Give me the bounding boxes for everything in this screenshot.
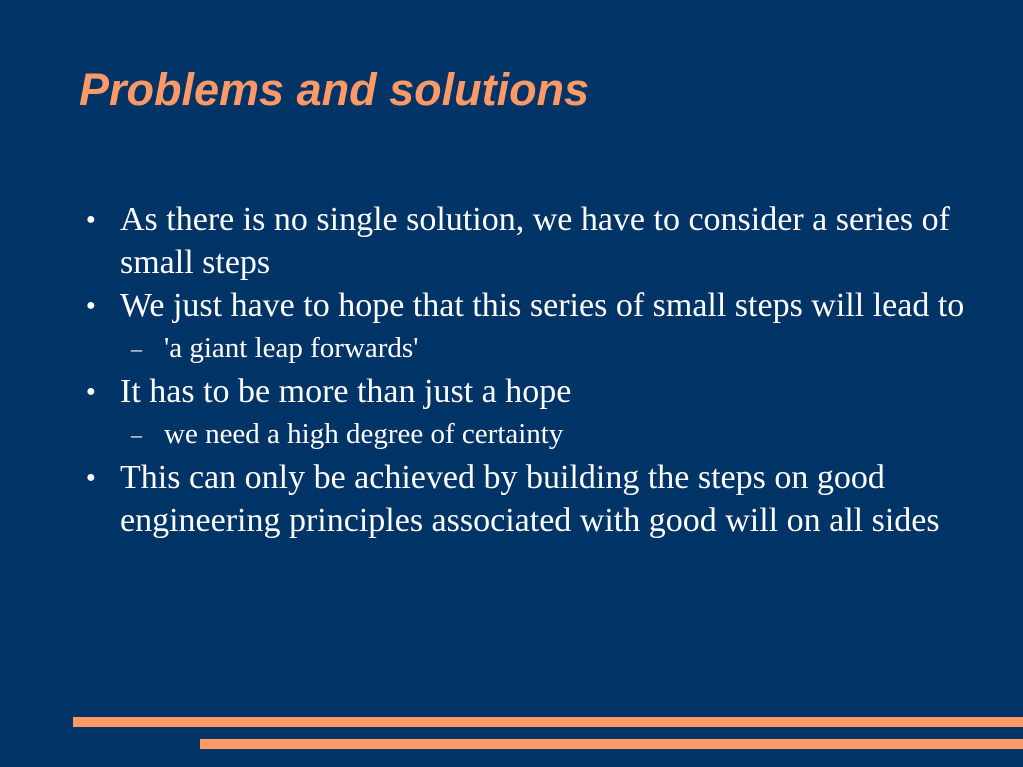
bullet-dot-icon: ● [86, 297, 96, 314]
dash-icon: – [131, 422, 142, 447]
accent-bar-bottom [200, 739, 1023, 749]
bullet-dot-icon: ● [86, 469, 96, 486]
bullet-item [86, 456, 986, 542]
bullet-item [86, 370, 986, 413]
slide-title: Problems and solutions [79, 64, 590, 115]
sub-bullet-text: we need a high degree of certainty [164, 418, 564, 450]
sub-bullet-item [86, 327, 986, 370]
sub-bullet-item [86, 413, 986, 456]
bullet-text: It has to be more than just a hope [120, 373, 572, 410]
accent-bar-top [73, 717, 1023, 727]
bullet-text: As there is no single solution, we have to consider a series of small steps [120, 201, 950, 281]
sub-bullet-text: 'a giant leap forwards' [164, 332, 419, 364]
bullet-dot-icon: ● [86, 211, 96, 228]
dash-icon: – [131, 336, 142, 361]
bullet-text: This can only be achieved by building the steps on good engineering principles associated with good will on all sides [120, 459, 940, 539]
bullet-text: We just have to hope that this series of small steps will lead to [120, 287, 965, 324]
bullet-item [86, 284, 986, 327]
bullet-dot-icon: ● [86, 383, 96, 400]
bullet-list [86, 198, 986, 542]
bullet-item [86, 198, 986, 284]
